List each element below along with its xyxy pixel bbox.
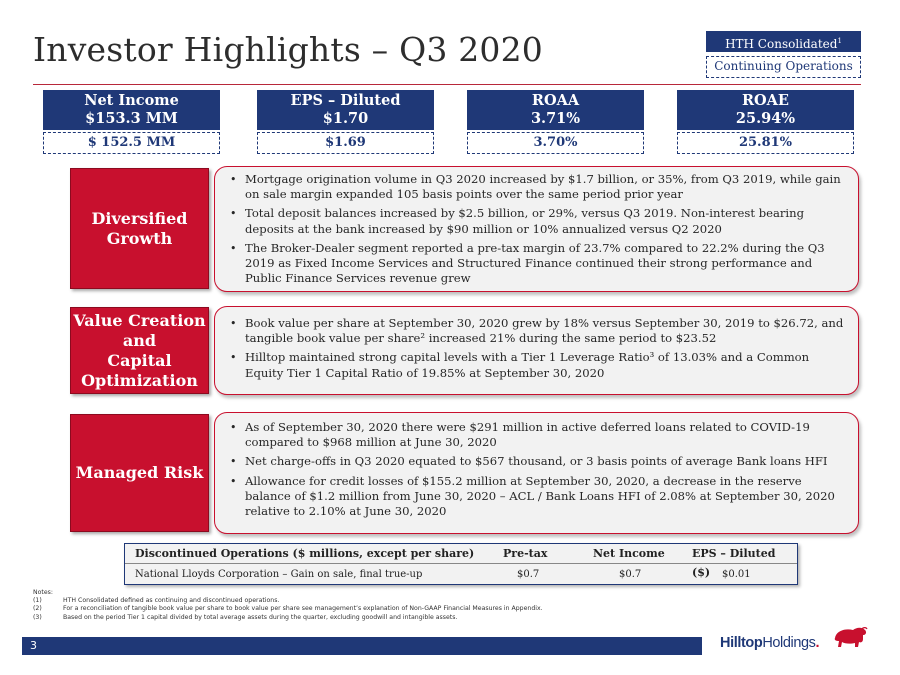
table-row [125,565,797,585]
section-label-line: Value Creation [73,310,206,330]
logo-wordmark [720,635,819,651]
section-body-diversified-growth [214,166,859,292]
metric-value: $1.70 [322,110,369,127]
footnote-item [33,597,543,605]
section-label-line: Growth [106,228,173,248]
buffalo-icon [832,626,868,654]
logo-text-light: Holdings [762,635,816,651]
table-header-cell: Net Income [593,547,665,560]
footnote-item [33,614,543,622]
table-header-cell: Discontinued Operations ($ millions, except per share) [135,547,475,560]
bullet-item: • Hilltop maintained strong capital levels with a Tier 1 Leverage Ratio³ of 13.03% and a Common Equity Tier 1 Capital Ratio of 19.85% at September 30, 2020 [229,350,844,380]
company-logo [720,626,870,662]
bullet-item: • Net charge-offs in Q3 2020 equated to $567 thousand, or 3 basis points of average Bank loans HFI [229,454,844,469]
legend-consolidated [706,31,861,52]
section-label-line: Capital [107,350,172,370]
section-label-value-creation [70,307,209,394]
section-label-line: Managed Risk [75,463,204,482]
bullet-item: • The Broker-Dealer segment reported a pre-tax margin of 23.7% compared to 22.2% during the Q3 2019 as Fixed Income Services and Structured Finance continued their strong performance and Public Finance Services revenue grew [229,241,844,287]
table-cell: $0.01 [722,569,751,580]
legend-continuing: Continuing Operations [706,56,861,78]
section-label-line: Optimization [81,370,198,390]
footnote-item [33,605,543,613]
metric-label: Net Income [84,92,179,109]
footer-bar [22,637,702,655]
metric-eps-continuing: $1.69 [257,132,434,154]
table-header-cell: EPS – Diluted ($) [692,547,776,579]
metric-value: 25.94% [735,110,796,127]
bullet-item: • As of September 30, 2020 there were $291 million in active deferred loans related to COVID-19 compared to $968 million at June 30, 2020 [229,420,844,450]
section-label-diversified-growth [70,168,209,289]
logo-dot: . [815,635,820,651]
notes-heading: Notes: [33,589,53,596]
footnote-text: HTH Consolidated defined as continuing and discontinued operations. [63,597,280,605]
metric-net-income-continuing: $ 152.5 MM [43,132,220,154]
table-cell: $0.7 [619,569,642,580]
metric-net-income [43,90,220,130]
title-divider [33,84,861,85]
metric-value: $153.3 MM [85,110,178,127]
footnote-text: Based on the period Tier 1 capital divided by total average assets during the quarter, excluding goodwill and intangible assets. [63,613,458,621]
metric-label: EPS – Diluted [290,92,401,109]
metric-label: ROAA [531,92,580,109]
logo-text-bold: Hilltop [720,635,763,651]
metric-roaa-continuing: 3.70% [467,132,644,154]
metric-roae [677,90,854,130]
table-cell: National Lloyds Corporation – Gain on sale, final true-up [135,569,423,580]
bullet-item: • Mortgage origination volume in Q3 2020 increased by $1.7 billion, or 35%, from Q3 2019, while gain on sale margin expanded 105 basis points over the same period prior year [229,172,844,202]
metric-value: 3.71% [530,110,581,127]
section-body-value-creation [214,306,859,395]
metric-roaa [467,90,644,130]
section-label-line: Diversified [91,208,188,228]
footnote-number: (1) [33,597,42,605]
bullet-item: • Book value per share at September 30, 2020 grew by 18% versus September 30, 2019 to $26.72, and tangible book value per share² increased 21% during the same period to $23.52 [229,316,844,346]
section-label-line: and [122,330,157,350]
discontinued-operations-table [124,543,798,585]
footnote-text: For a reconciliation of tangible book value per share to book value per share see management’s explanation of Non-GAAP Financial Measures in Appendix. [63,605,543,613]
metric-roae-continuing: 25.81% [677,132,854,154]
metric-label: ROAE [742,92,789,109]
section-label-managed-risk [70,414,209,532]
table-header-cell: Pre-tax [503,547,548,560]
page-title: Investor Highlights – Q3 2020 [33,30,543,69]
legend-consolidated-label: HTH Consolidated [725,37,838,51]
metric-eps-diluted [257,90,434,130]
section-body-managed-risk [214,412,859,534]
footnote-number: (2) [33,605,42,613]
page-number: 3 [30,639,37,652]
bullet-item: • Allowance for credit losses of $155.2 million at September 30, 2020, a decrease in the reserve balance of $1.2 million from June 30, 2020 – ACL / Bank Loans HFI of 2.08% at September 30, 2020 relative to 2.10% at June 30, 2020 [229,474,844,520]
bullet-item: • Total deposit balances increased by $2.5 billion, or 29%, versus Q3 2019. Non-interest bearing deposits at the bank increased by $90 million or 10% annualized versus Q2 2020 [229,206,844,236]
footnotes [33,589,543,622]
table-cell: $0.7 [517,569,540,580]
legend-footnote-ref: 1 [837,37,842,45]
footnote-number: (3) [33,613,42,621]
